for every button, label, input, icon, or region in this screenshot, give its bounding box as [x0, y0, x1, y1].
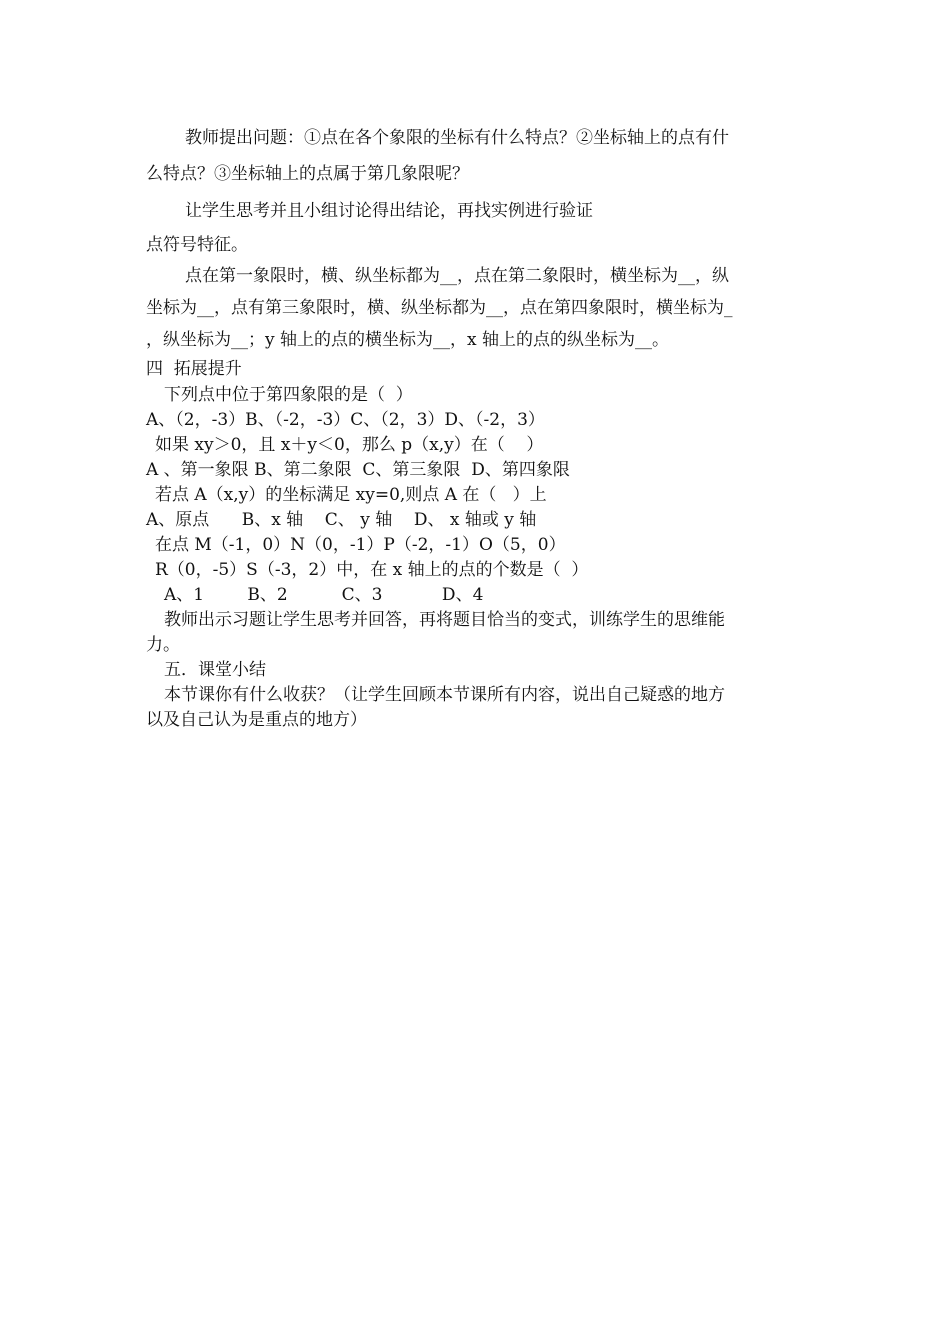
question-line: 若点 A（x,y）的坐标满足 xy=0,则点 A 在（ ）上	[155, 485, 547, 505]
options-line: A、1 B、2 C、3 D、4	[164, 585, 484, 605]
paragraph-line: 以及自己认为是重点的地方）	[146, 710, 367, 730]
question-line: 如果 xy＞0，且 x＋y＜0，那么 p（x,y）在（ ）	[155, 435, 544, 455]
paragraph-line: 教师提出问题：①点在各个象限的坐标有什么特点？②坐标轴上的点有什	[185, 128, 729, 148]
paragraph-line: 教师出示习题让学生思考并回答，再将题目恰当的变式，训练学生的思维能	[164, 610, 725, 630]
paragraph-line: 点符号特征。	[146, 235, 248, 255]
question-line: 在点 M（-1，0）N（0，-1）P（-2，-1）O（5，0）	[155, 535, 566, 555]
paragraph-line: 力。	[146, 635, 180, 655]
section-heading: 五．课堂小结	[164, 660, 266, 680]
question-line: R（0，-5）S（-3，2）中，在 x 轴上的点的个数是（ ）	[155, 560, 589, 580]
paragraph-line: ，纵坐标为__；y 轴上的点的横坐标为__，x 轴上的点的纵坐标为__。	[146, 330, 669, 350]
paragraph-line: 让学生思考并且小组讨论得出结论，再找实例进行验证	[185, 201, 593, 221]
paragraph-line: 坐标为__，点有第三象限时，横、纵坐标都为__，点在第四象限时，横坐标为_	[146, 298, 733, 318]
options-line: A、（2，-3）B、（-2，-3）C、（2，3）D、（-2，3）	[146, 410, 545, 430]
question-line: 下列点中位于第四象限的是（ ）	[164, 385, 413, 405]
section-heading: 四 拓展提升	[146, 359, 242, 379]
paragraph-line: 本节课你有什么收获？（让学生回顾本节课所有内容，说出自己疑惑的地方	[164, 685, 725, 705]
paragraph-line: 么特点？③坐标轴上的点属于第几象限呢？	[146, 164, 469, 184]
paragraph-line: 点在第一象限时，横、纵坐标都为__，点在第二象限时，横坐标为__，纵	[185, 266, 729, 286]
options-line: A 、第一象限 B、第二象限 C、第三象限 D、第四象限	[146, 460, 570, 480]
options-line: A、原点 B、x 轴 C、 y 轴 D、 x 轴或 y 轴	[146, 510, 537, 530]
